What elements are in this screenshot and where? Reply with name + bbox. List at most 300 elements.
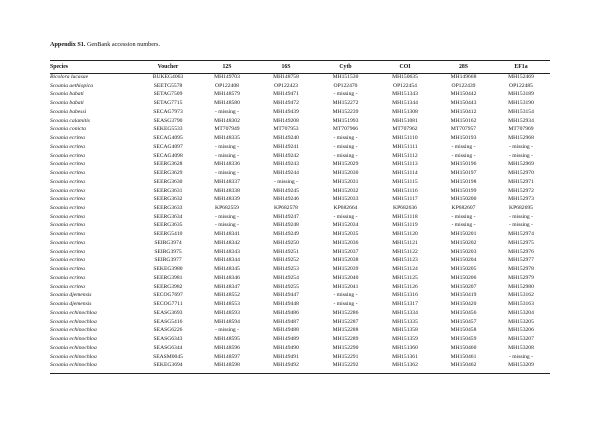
cell-species: Scoania ecritea	[50, 196, 85, 203]
cell-species: Scoania djemensis	[50, 292, 92, 299]
cell-coi: MH151362	[392, 362, 418, 369]
cell-16s: MH149486	[273, 309, 299, 316]
cell-12s: MH148345	[214, 266, 240, 273]
cell-voucher: SEERG3631	[153, 187, 183, 194]
cell-species: Scoania ecritea	[50, 274, 85, 281]
cell-coi: MH151316	[392, 292, 418, 299]
cell-12s: MH148595	[214, 336, 240, 343]
cell-28s: MH150198	[450, 178, 477, 185]
cell-cytb: MT707966	[332, 126, 359, 133]
table-row	[50, 169, 550, 178]
cell-coi: MH151111	[392, 143, 418, 150]
cell-12s: MH148342	[214, 239, 240, 246]
cell-species: Scoania babessi	[50, 108, 87, 115]
cell-ef1a: - missing -	[509, 213, 533, 220]
cell-species: Scoania calamitis	[50, 117, 90, 124]
cell-voucher: SEERG3629	[153, 170, 183, 177]
table-row	[50, 344, 550, 353]
cell-voucher: SEKEG5533	[153, 126, 183, 133]
table-row	[50, 239, 550, 248]
cell-voucher: SEASG6344	[153, 344, 183, 351]
cell-voucher: SEERG5410	[153, 231, 183, 238]
cell-28s: MH150462	[450, 362, 477, 369]
cell-16s: MH149471	[273, 91, 299, 98]
cell-coi: MH151081	[392, 117, 418, 124]
cell-voucher: SEIRG3977	[154, 257, 182, 264]
cell-species: Scoania ecritea	[50, 178, 85, 185]
cell-28s: - missing -	[451, 152, 476, 159]
cell-ef1a: MH152971	[508, 178, 534, 185]
cell-12s: - missing -	[215, 143, 239, 150]
cell-16s: MH149242	[273, 152, 299, 159]
cell-16s: MH149251	[273, 248, 299, 255]
cell-cytb: MH152038	[332, 257, 359, 264]
caption-label: Appendix S1.	[50, 41, 86, 48]
cell-cytb: - missing -	[333, 143, 358, 150]
cell-ef1a: MH152978	[508, 266, 534, 273]
cell-12s: - missing -	[215, 222, 239, 229]
cell-ef1a: MH153206	[508, 327, 534, 334]
caption-text: GenBank accession numbers.	[85, 41, 160, 48]
cell-16s: MH149490	[273, 344, 299, 351]
cell-12s: MH148336	[214, 161, 240, 168]
cell-ef1a: MH152972	[508, 187, 534, 194]
cell-16s: MH149487	[273, 318, 299, 325]
cell-species: Scoania ecritea	[50, 143, 85, 150]
cell-coi: MH151120	[392, 231, 418, 238]
cell-cytb: MH152030	[332, 170, 359, 177]
cell-cytb: MH152288	[332, 327, 359, 334]
table-body	[50, 73, 550, 370]
cell-voucher: SEASM0045	[153, 353, 183, 360]
cell-28s: MH150199	[450, 187, 477, 194]
cell-28s: MH150197	[450, 170, 477, 177]
cell-cytb: MH152041	[332, 283, 359, 290]
cell-12s: KP682559	[215, 205, 239, 212]
cell-species: Scoania conicta	[50, 126, 86, 133]
table-row	[50, 99, 550, 108]
cell-ef1a: MH152934	[508, 117, 534, 124]
cell-28s: MH150162	[450, 117, 477, 124]
cell-12s: - missing -	[215, 327, 239, 334]
cell-16s: MH149208	[273, 117, 299, 124]
table-bottom-rule	[50, 373, 550, 374]
table-row	[50, 117, 550, 126]
table-caption	[50, 41, 160, 48]
cell-16s: MT707953	[273, 126, 299, 133]
cell-16s: MH149246	[273, 196, 299, 203]
cell-cytb: MH152035	[332, 231, 359, 238]
cell-coi: MH151124	[392, 266, 418, 273]
cell-voucher: SEKEG3694	[153, 362, 183, 369]
cell-coi: OP122454	[393, 82, 417, 89]
cell-coi: MH150635	[392, 74, 418, 80]
cell-species: Scoania babati	[50, 100, 84, 107]
cell-16s: MH149439	[273, 108, 299, 115]
cell-28s: MH150201	[450, 231, 477, 238]
cell-ef1a: MH153208	[508, 344, 534, 351]
cell-28s: MH150205	[450, 266, 477, 273]
cell-voucher: SEERG3982	[153, 283, 183, 290]
cell-species: Scoania ecritea	[50, 170, 85, 177]
cell-coi: MH151123	[392, 257, 418, 264]
table-row	[50, 125, 550, 134]
table-row	[50, 265, 550, 274]
cell-28s: MH150207	[450, 283, 477, 290]
cell-ef1a: MH152970	[508, 170, 534, 177]
cell-species: Scoania echinochloa	[50, 309, 97, 316]
cell-12s: - missing -	[215, 170, 239, 177]
cell-voucher: SEIRG3975	[154, 248, 182, 255]
table-row	[50, 353, 550, 362]
cell-ef1a: MH153162	[508, 292, 534, 299]
genbank-table	[50, 61, 550, 370]
cell-16s: MH149255	[273, 283, 299, 290]
header-voucher: Voucher	[157, 64, 179, 70]
cell-28s: MH150419	[450, 292, 477, 299]
cell-coi: MH151308	[392, 108, 418, 115]
cell-12s: MH148596	[214, 344, 240, 351]
cell-voucher: SECOG7697	[153, 292, 183, 299]
cell-species: Scoania ecritea	[50, 248, 85, 255]
cell-12s: MH148302	[214, 117, 240, 124]
cell-16s: MH149491	[273, 353, 299, 360]
table-row	[50, 90, 550, 99]
cell-ef1a: MH153205	[508, 318, 534, 325]
cell-cytb: MH152034	[332, 222, 359, 229]
cell-voucher: SEETG5578	[153, 82, 183, 89]
cell-coi: MH151358	[392, 327, 418, 334]
cell-coi: MH151344	[392, 100, 418, 107]
table-row	[50, 221, 550, 230]
cell-coi: MH151117	[392, 196, 418, 203]
cell-species: Scoania ecritea	[50, 257, 85, 264]
table-row	[50, 256, 550, 265]
cell-ef1a: - missing -	[509, 152, 533, 159]
cell-28s: MH150412	[450, 108, 477, 115]
cell-16s: MH149245	[273, 187, 299, 194]
cell-coi: MH151335	[392, 318, 418, 325]
cell-cytb: MH152036	[332, 239, 359, 246]
cell-coi: MH151361	[392, 353, 418, 360]
cell-voucher: SECOG7711	[153, 301, 183, 308]
cell-species: Scoania aethiopica	[50, 82, 94, 89]
table-row	[50, 73, 550, 82]
cell-12s: MH148579	[214, 91, 240, 98]
cell-coi: MH151343	[392, 91, 418, 98]
cell-28s: - missing -	[451, 222, 476, 229]
cell-28s: MH150193	[450, 135, 477, 142]
table-row	[50, 248, 550, 257]
table-row	[50, 134, 550, 143]
cell-coi: MH151121	[392, 239, 418, 246]
table-row	[50, 213, 550, 222]
cell-16s: MH149492	[273, 362, 299, 369]
cell-voucher: SEASG6343	[153, 336, 183, 343]
cell-cytb: MH152289	[332, 336, 359, 343]
cell-species: Scoania echinochloa	[50, 362, 97, 369]
table-row	[50, 318, 550, 327]
cell-coi: MH151125	[392, 274, 418, 281]
cell-coi: MH151334	[392, 309, 418, 316]
header-28s: 28S	[458, 64, 469, 70]
cell-species: Scoania ecritea	[50, 239, 85, 246]
cell-28s: MH150200	[450, 196, 477, 203]
cell-cytb: MH152040	[332, 274, 359, 281]
cell-voucher: SEERG3632	[153, 196, 183, 203]
header-coi: COI	[399, 64, 411, 70]
cell-16s: MH149252	[273, 257, 299, 264]
cell-voucher: SEASG5416	[153, 318, 183, 325]
cell-cytb: MH152286	[332, 309, 359, 316]
cell-12s: - missing -	[215, 152, 239, 159]
cell-28s: MH150442	[450, 91, 477, 98]
cell-cytb: - missing -	[333, 135, 358, 142]
cell-ef1a: MH152979	[508, 274, 534, 281]
table-row	[50, 160, 550, 169]
cell-species: Scoania ecritea	[50, 283, 85, 290]
cell-12s: MH148598	[214, 362, 240, 369]
cell-cytb: MH151530	[332, 74, 359, 80]
cell-28s: MH150460	[450, 344, 477, 351]
cell-coi: MH151112	[392, 152, 418, 159]
table-row	[50, 187, 550, 196]
cell-28s: OP122439	[451, 82, 476, 89]
cell-species: Scoania djemensis	[50, 301, 92, 308]
table-row	[50, 274, 550, 283]
cell-species: Scoania ecritea	[50, 205, 85, 212]
cell-16s: KP682578	[274, 205, 298, 212]
cell-voucher: SEERG3628	[153, 161, 183, 168]
cell-ef1a: MH152969	[508, 161, 534, 168]
cell-28s: MH150196	[450, 161, 477, 168]
cell-16s: MH149241	[273, 143, 299, 150]
cell-ef1a: OP122485	[509, 82, 533, 89]
cell-species: Bicolora lucasae	[50, 74, 89, 80]
cell-species: Scoania babati	[50, 91, 84, 98]
cell-ef1a: - missing -	[509, 143, 533, 150]
header-12s: 12S	[222, 64, 232, 70]
cell-ef1a: - missing -	[509, 222, 533, 229]
cell-coi: MH151113	[392, 161, 418, 168]
cell-voucher: SEERG3633	[153, 205, 183, 212]
cell-species: Scoania ecritea	[50, 213, 85, 220]
cell-cytb: KP682664	[333, 205, 358, 212]
cell-cytb: MH151993	[332, 117, 359, 124]
cell-voucher: SEERG3634	[153, 213, 183, 220]
cell-12s: MH148344	[214, 257, 240, 264]
cell-16s: MH149253	[273, 266, 299, 273]
cell-28s: MH149668	[450, 74, 477, 80]
cell-species: Scoania ecritea	[50, 222, 85, 229]
header-species: Species	[50, 64, 69, 70]
cell-voucher: SECAG4095	[153, 135, 183, 142]
cell-ef1a: MH152976	[508, 248, 534, 255]
cell-cytb: MH152037	[332, 248, 359, 255]
cell-species: Scoania ecritea	[50, 266, 85, 273]
cell-ef1a: MH152975	[508, 239, 534, 246]
cell-16s: - missing -	[274, 178, 298, 185]
cell-coi: KP682636	[393, 205, 417, 212]
cell-cytb: - missing -	[333, 213, 358, 220]
cell-28s: MH150459	[450, 336, 477, 343]
cell-species: Scoania echinochloa	[50, 336, 97, 343]
cell-ef1a: MH153154	[508, 108, 534, 115]
cell-species: Scoania echinochloa	[50, 353, 97, 360]
cell-12s: - missing -	[215, 108, 239, 115]
table-row	[50, 82, 550, 91]
table-row	[50, 230, 550, 239]
cell-ef1a: MH153189	[508, 91, 534, 98]
cell-voucher: SEERG3981	[153, 274, 183, 281]
cell-12s: MH148339	[214, 196, 240, 203]
cell-12s: - missing -	[215, 213, 239, 220]
cell-ef1a: MH153207	[508, 336, 534, 343]
cell-cytb: MH152033	[332, 196, 359, 203]
cell-voucher: SECAG4097	[153, 143, 183, 150]
cell-coi: MH151126	[392, 283, 418, 290]
cell-cytb: OP122470	[333, 82, 358, 89]
cell-12s: MH148594	[214, 318, 240, 325]
cell-12s: OP122408	[215, 82, 239, 89]
cell-28s: MH150204	[450, 257, 477, 264]
cell-28s: MH150456	[450, 309, 477, 316]
cell-16s: MH149240	[273, 135, 299, 142]
cell-12s: MH148553	[214, 301, 240, 308]
cell-12s: MH148593	[214, 309, 240, 316]
cell-ef1a: MH152974	[508, 231, 534, 238]
cell-28s: MH150202	[450, 239, 477, 246]
cell-12s: MH148341	[214, 231, 240, 238]
cell-ef1a: KP682695	[509, 205, 533, 212]
cell-cytb: MH152291	[332, 353, 359, 360]
cell-ef1a: MH153204	[508, 309, 534, 316]
cell-species: Scoania ecritea	[50, 187, 85, 194]
table-header-row	[50, 61, 550, 73]
cell-voucher: SEERG3630	[153, 178, 183, 185]
cell-coi: MH151122	[392, 248, 418, 255]
cell-16s: MH149448	[273, 301, 299, 308]
cell-16s: MH149250	[273, 239, 299, 246]
cell-cytb: MH152031	[332, 178, 359, 185]
cell-voucher: SEASG3790	[153, 117, 183, 124]
cell-coi: MH151119	[392, 222, 418, 229]
cell-cytb: MH152290	[332, 344, 359, 351]
cell-cytb: - missing -	[333, 301, 358, 308]
table-row	[50, 283, 550, 292]
cell-12s: MH148552	[214, 292, 240, 299]
cell-ef1a: MH152469	[508, 74, 534, 80]
cell-28s: MH150206	[450, 274, 477, 281]
cell-28s: MH150420	[450, 301, 477, 308]
cell-ef1a: MH152980	[508, 283, 534, 290]
cell-cytb: MH152272	[332, 100, 359, 107]
cell-16s: MH149249	[273, 231, 299, 238]
cell-16s: MH149488	[273, 327, 299, 334]
cell-species: Scoania ecritea	[50, 135, 85, 142]
cell-ef1a: MH153209	[508, 362, 534, 369]
cell-28s: MH150457	[450, 318, 477, 325]
cell-coi: MH151118	[392, 213, 418, 220]
cell-16s: MH149489	[273, 336, 299, 343]
cell-species: Scoania echinochloa	[50, 344, 97, 351]
cell-28s: MH150443	[450, 100, 477, 107]
cell-species: Scoania echinochloa	[50, 327, 97, 334]
cell-voucher: SEKEG3980	[153, 266, 183, 273]
cell-voucher: SETAG7715	[153, 100, 183, 107]
cell-ef1a: MH152973	[508, 196, 534, 203]
cell-12s: MH148337	[214, 178, 240, 185]
cell-ef1a: MH152968	[508, 135, 534, 142]
cell-28s: MH150203	[450, 248, 477, 255]
cell-16s: MH149243	[273, 161, 299, 168]
cell-species: Scoania echinochloa	[50, 318, 97, 325]
cell-cytb: - missing -	[333, 91, 358, 98]
header-16s: 16S	[281, 64, 291, 70]
cell-cytb: MH152039	[332, 266, 359, 273]
cell-ef1a: MH153163	[508, 301, 534, 308]
cell-species: Scoania ecritea	[50, 152, 85, 159]
table-row	[50, 152, 550, 161]
table-row	[50, 108, 550, 117]
cell-12s: MH148347	[214, 283, 240, 290]
cell-voucher: SEASG3693	[153, 309, 183, 316]
cell-28s: - missing -	[451, 213, 476, 220]
cell-12s: MH148597	[214, 353, 240, 360]
cell-16s: MH149254	[273, 274, 299, 281]
cell-coi: MH151317	[392, 301, 418, 308]
cell-species: Scoania ecritea	[50, 231, 85, 238]
cell-12s: MH149703	[214, 74, 240, 80]
cell-16s: MH149248	[273, 222, 299, 229]
cell-28s: MH150461	[450, 353, 477, 360]
cell-16s: MH149447	[273, 292, 299, 299]
cell-16s: MH149244	[273, 170, 299, 177]
cell-28s: KP682607	[451, 205, 476, 212]
table-row	[50, 326, 550, 335]
cell-coi: MH151116	[392, 187, 418, 194]
cell-16s: OP122423	[274, 82, 298, 89]
cell-28s: MT707957	[450, 126, 477, 133]
cell-ef1a: - missing -	[509, 353, 533, 360]
cell-species: Scoania ecritea	[50, 161, 85, 168]
cell-ef1a: MH153190	[508, 100, 534, 107]
header-cytb: Cytb	[339, 64, 352, 70]
cell-12s: MH148346	[214, 274, 240, 281]
cell-voucher: BUKEG4063	[152, 74, 184, 80]
cell-voucher: SECAG7973	[153, 108, 183, 115]
cell-cytb: MH152029	[332, 161, 359, 168]
cell-12s: MH148343	[214, 248, 240, 255]
table-row	[50, 143, 550, 152]
cell-16s: MH149247	[273, 213, 299, 220]
table-row	[50, 195, 550, 204]
table-row	[50, 178, 550, 187]
table-row	[50, 204, 550, 213]
table-row	[50, 361, 550, 370]
cell-28s: - missing -	[451, 143, 476, 150]
cell-cytb: MH152292	[332, 362, 359, 369]
cell-ef1a: MT707969	[508, 126, 534, 133]
cell-12s: MT707949	[214, 126, 240, 133]
cell-voucher: SETAG7509	[153, 91, 183, 98]
cell-cytb: MH152032	[332, 187, 359, 194]
table-row	[50, 335, 550, 344]
cell-voucher: SEIRG3974	[154, 239, 182, 246]
cell-coi: MH151359	[392, 336, 418, 343]
cell-voucher: SEASG6226	[153, 327, 183, 334]
table-row	[50, 291, 550, 300]
